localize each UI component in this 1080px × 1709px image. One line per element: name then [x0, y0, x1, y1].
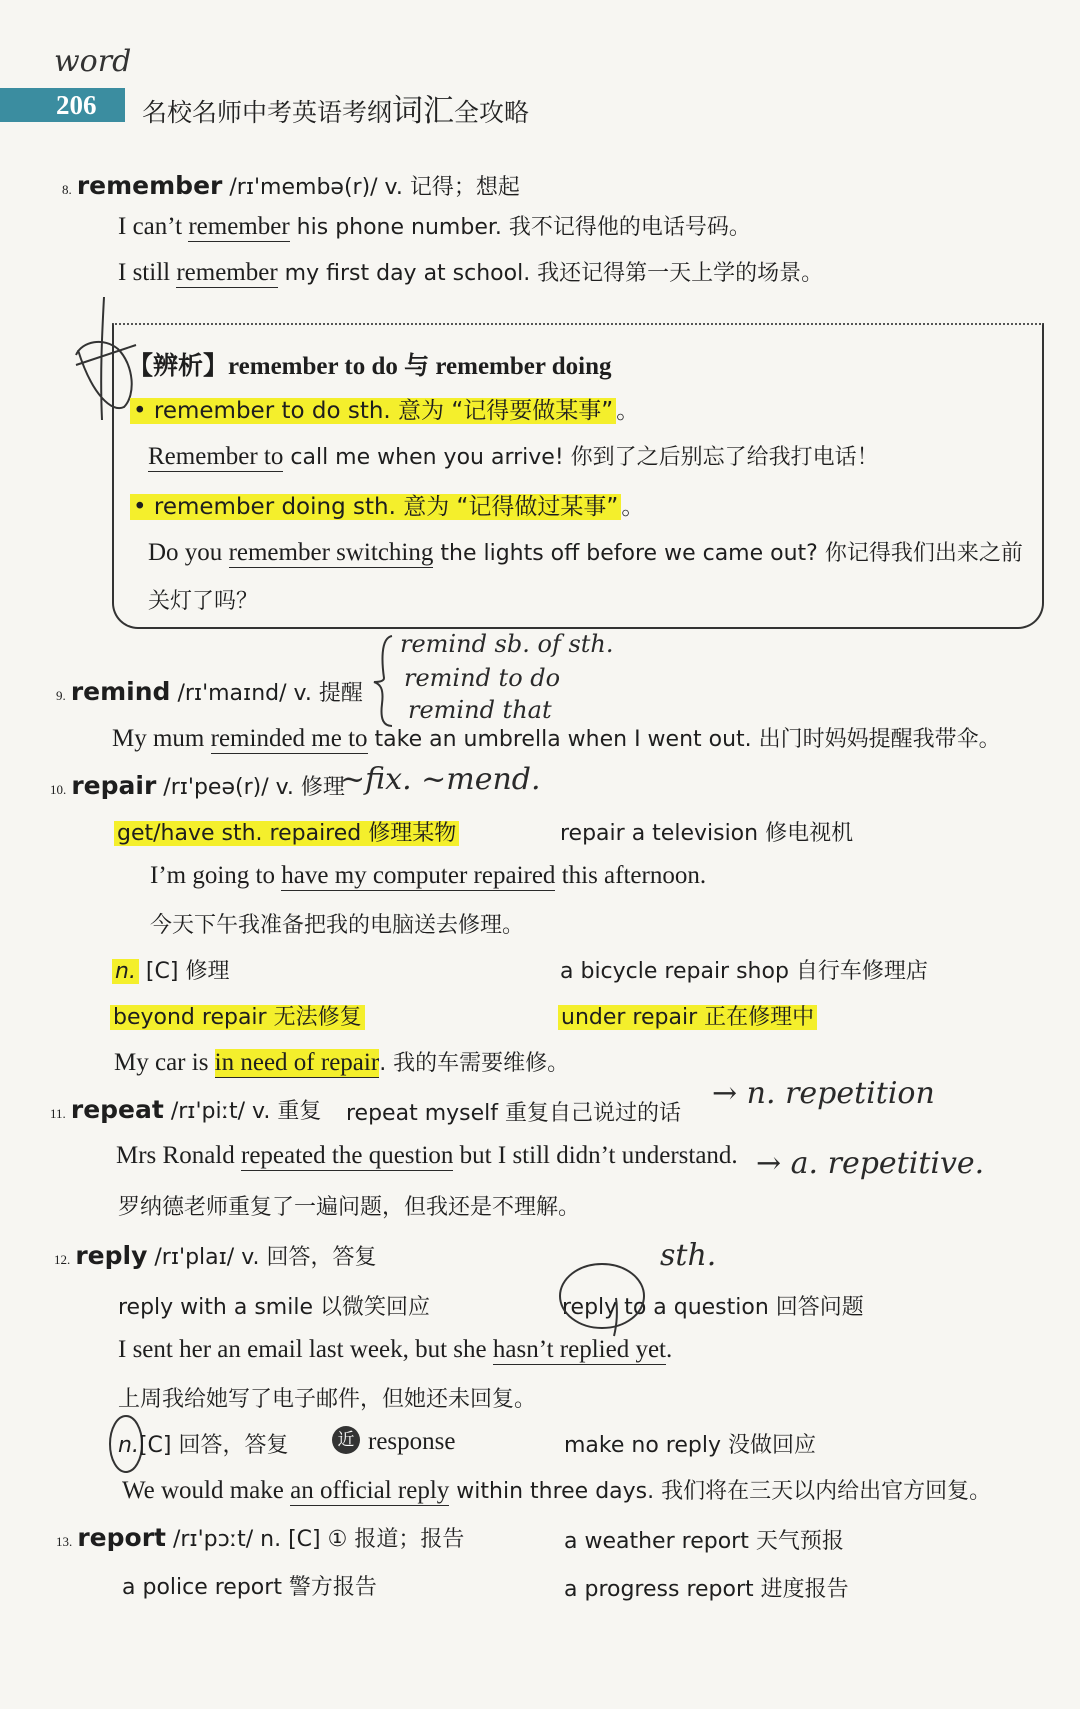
entry-12: 12. reply /rɪ'plaɪ/ v. 回答，答复: [54, 1241, 377, 1270]
synonym-badge: 近: [332, 1426, 360, 1454]
noun-sense: n. [C] 修理: [112, 954, 229, 985]
example-sentence: I sent her an email last week, but she hasn’t replied yet.: [118, 1336, 673, 1363]
book-title-c: 全攻略: [454, 98, 530, 127]
example-sentence: I still remember my first day at school. 我还记得第一天上学的场景。: [118, 259, 824, 286]
example-translation: 罗纳德老师重复了一遍问题，但我还是不理解。: [118, 1195, 581, 1220]
example-sentence: My mum reminded me to take an umbrella when I went out. 出门时妈妈提醒我带伞。: [112, 725, 1001, 752]
phrase: a weather report 天气预报: [564, 1529, 844, 1554]
page-number: 206: [56, 90, 97, 120]
phrase: reply with a smile 以微笑回应: [118, 1295, 430, 1320]
example-sentence: I’m going to have my computer repaired this afternoon.: [150, 862, 707, 889]
entry-9: 9. remind /rɪ'maɪnd/ v. 提醒: [56, 677, 363, 706]
entry-13: 13. report /rɪ'pɔːt/ n. [C] ① 报道；报告: [56, 1523, 465, 1552]
handwritten-note: remind that: [408, 696, 552, 724]
entry-number: 8.: [62, 182, 72, 197]
example-translation: 今天下午我准备把我的电脑送去修理。: [150, 913, 525, 938]
example-sentence: Do you remember switching the lights off before we came out? 你记得我们出来之前: [148, 539, 1023, 566]
entry-10: 10. repair /rɪ'peə(r)/ v. 修理: [50, 771, 345, 800]
phrase: beyond repair 无法修复: [110, 1000, 365, 1031]
noun-sense: n.[C] 回答，答复: [118, 1433, 289, 1458]
circle-doodle: [556, 1258, 652, 1338]
phrase: reply to a question 回答问题: [562, 1295, 864, 1320]
phrase: repeat myself 重复自己说过的话: [346, 1101, 681, 1126]
headword: remind: [70, 677, 171, 706]
note-bullet-2: • remember doing sth. 意为 “记得做过某事” 。: [130, 488, 644, 521]
phrase: repair a television 修电视机: [560, 821, 854, 846]
handwritten-note: remind sb. of sth.: [400, 630, 614, 658]
handwritten-note: → n. repetition: [712, 1076, 935, 1111]
entry-8: [62, 170, 520, 201]
headword: repeat: [70, 1095, 164, 1124]
example-sentence: Remember to call me when you arrive! 你到了之后别忘了给我打电话！: [148, 443, 879, 470]
phrase: get/have sth. repaired 修理某物: [114, 816, 459, 847]
handwritten-note: → a. repetitive.: [756, 1146, 985, 1181]
entry-11: 11. repeat /rɪ'piːt/ v. 重复: [50, 1095, 322, 1124]
example-sentence: Mrs Ronald repeated the question but I still didn’t understand.: [116, 1142, 738, 1169]
handwritten-note: remind to do: [404, 664, 561, 692]
example-sentence: I can’t remember his phone number. 我不记得他的电话号码。: [118, 213, 751, 240]
word-label: word: [54, 44, 132, 79]
headword: remember: [76, 171, 223, 200]
example-sentence-cont: 关灯了吗？: [148, 589, 259, 614]
phonetic-def: /rɪ'membə(r)/ v. 记得；想起: [222, 175, 520, 200]
phrase: a bicycle repair shop 自行车修理店: [560, 959, 928, 984]
headword: report: [77, 1523, 166, 1552]
book-title: [142, 85, 529, 130]
headword: repair: [71, 771, 157, 800]
handwritten-note: sth.: [660, 1238, 717, 1273]
headword: reply: [75, 1241, 148, 1270]
example-sentence: My car is in need of repair. 我的车需要维修。: [114, 1049, 570, 1076]
synonym-word: response: [368, 1428, 456, 1455]
note-title: 【辨析】remember to do 与 remember doing: [128, 351, 612, 380]
phrase: under repair 正在修理中: [558, 1000, 817, 1031]
brace-doodle: [372, 634, 396, 728]
phrase: a progress report 进度报告: [564, 1577, 849, 1602]
example-sentence: We would make an official reply within three days. 我们将在三天以内给出官方回复。: [122, 1477, 992, 1504]
book-title-a: 名校名师中考英语考纲: [142, 98, 393, 127]
note-bullet-1: • remember to do sth. 意为 “记得要做某事” 。: [130, 392, 639, 425]
handwritten-note: ~fix. ~mend.: [340, 762, 541, 797]
phrase: make no reply 没做回应: [564, 1433, 816, 1458]
book-title-b: 词汇: [392, 93, 455, 129]
phrase: a police report 警方报告: [122, 1575, 377, 1600]
example-translation: 上周我给她写了电子邮件，但她还未回复。: [118, 1387, 537, 1412]
